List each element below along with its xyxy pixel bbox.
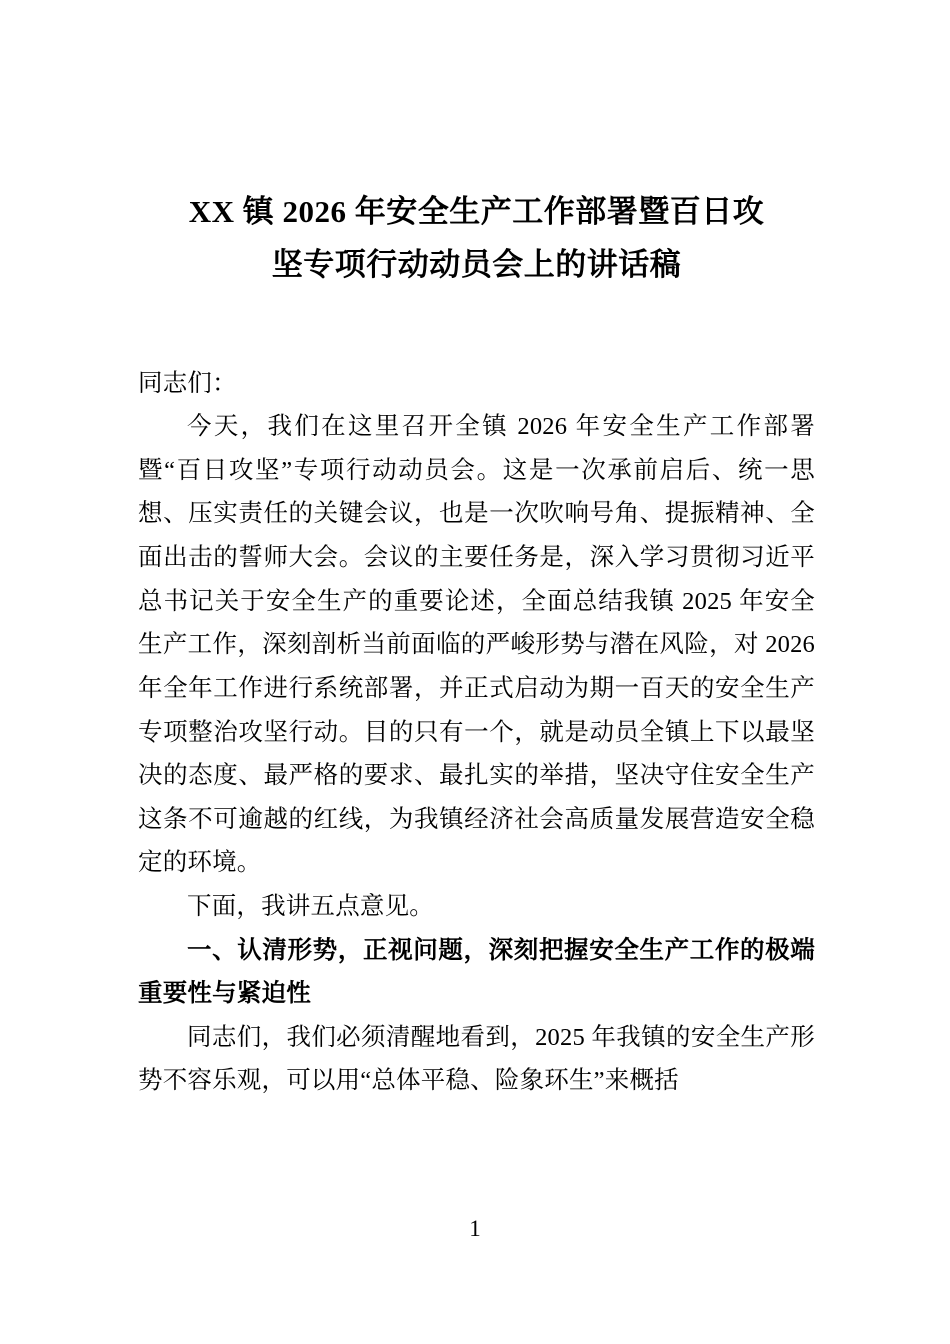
body-paragraph-2: 下面，我讲五点意见。 (187, 892, 434, 920)
section-heading-1: 一、认清形势，正视问题，深刻把握安全生产工作的极端重要性与紧迫性 (138, 936, 815, 1008)
body-paragraph-1: 今天，我们在这里召开全镇 2026 年安全生产工作部署暨“百日攻坚”专项行动动员会。这是一次承前启后、统一思想、压实责任的关键会议，也是一次吹响号角、提振精神、全面出击的誓师大会。会议的主要任务是，深入学习贯彻习近平总书记关于安全生产的重要论述，全面总结我镇 2025 年安全生产工作，深刻剖析当前面临的严峻形势与潜在风险，对 2026 年全年工作进行系统部署，并正式启动为期一百天的安全生产专项整治攻坚行动。目的只有一个，就是动员全镇上下以最坚决的态度、最严格的要求、最扎实的举措，坚决守住安全生产这条不可逾越的红线，为我镇经济社会高质量发展营造安全稳定的环境。 (138, 413, 815, 877)
section-paragraph-1: 同志们，我们必须清醒地看到，2025 年我镇的安全生产形势不容乐观，可以用“总体平稳、险象环生”来概括 (138, 1023, 815, 1095)
salutation: 同志们： (138, 369, 237, 397)
page-title (138, 185, 815, 292)
page-number: 1 (469, 1216, 481, 1241)
title-line-1: XX 镇 2026 年安全生产工作部署暨百日攻 (188, 194, 765, 229)
title-line-2: 坚专项行动动员会上的讲话稿 (271, 247, 682, 283)
title-body-spacer (138, 300, 815, 362)
